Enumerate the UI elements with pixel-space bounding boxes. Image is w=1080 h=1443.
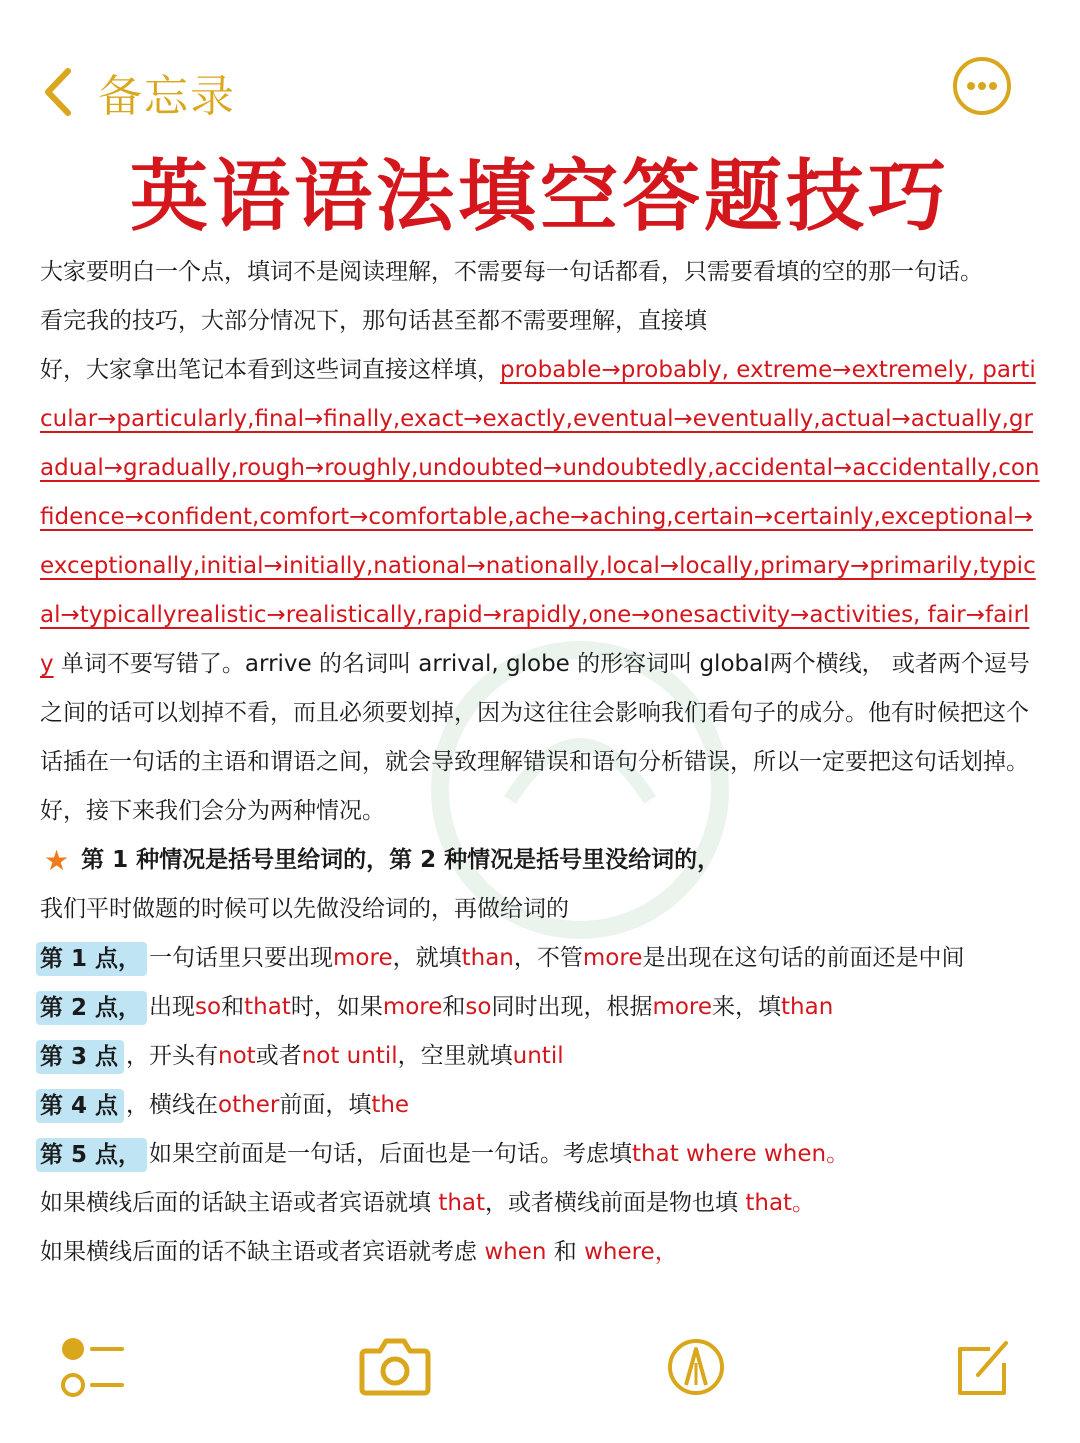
top-bar (0, 40, 1080, 140)
keyword: not (218, 1043, 256, 1069)
star-heading (40, 836, 1042, 885)
tail-text: 和 (546, 1239, 585, 1265)
point-badge: 第 3 点 (36, 1040, 124, 1074)
word-transformations: probable→probably, extreme→extremely, particular→particularly,final→finally,exact→exactly,eventual→eventually,actual→actually,gradual→gradually,rough→roughly,undoubted→undoubtedly,accidental→accidentally,confidence→confident,comfort→comfortable,ache→aching,certain→certainly,exceptional→exceptionally,initial→initially,national→nationally,local→locally,primary→primarily,typical→typicallyrealistic→realistically,rapid→rapidly,one→onesactivity→activities, fair→fairly (40, 357, 1040, 677)
tail-text: ，或者横线前面是物也填 (485, 1190, 746, 1216)
point-text: 或者 (255, 1043, 302, 1069)
point-text: 同时出现，根据 (491, 994, 653, 1020)
point-4 (40, 1081, 1042, 1130)
chevron-left-icon (40, 67, 74, 117)
keyword: not until (301, 1043, 398, 1069)
star-heading-text: 第 1 种情况是括号里给词的，第 2 种情况是括号里没给词的， (81, 847, 721, 873)
keyword: until (512, 1043, 564, 1069)
point-text: 来，填 (712, 994, 782, 1020)
intro-paragraph (40, 346, 1042, 787)
keyword: the (371, 1092, 410, 1118)
tail-line-1 (40, 1179, 1042, 1228)
keyword: so (195, 994, 222, 1020)
point-text: ，横线在 (126, 1092, 219, 1118)
point-text: 时，如果 (290, 994, 383, 1020)
point-text: 出现 (149, 994, 196, 1020)
point-text: ，就填 (392, 945, 462, 971)
intro-line-2: 看完我的技巧，大部分情况下，那句话甚至都不需要理解，直接填 (40, 308, 707, 334)
back-label: 备忘录 (98, 71, 236, 122)
keyword: that。 (745, 1190, 816, 1216)
star-icon: ★ (44, 844, 70, 877)
bottom-toolbar (0, 1335, 1080, 1415)
star-follow-text: 我们平时做题的时候可以先做没给词的，再做给词的 (40, 896, 569, 922)
page-title: 英语语法填空答题技巧 (129, 152, 950, 242)
intro-after-words: 单词不要写错了。arrive 的名词叫 arrival, globe 的形容词叫 global两个横线， 或者两个逗号之间的话可以划掉不看，而且必须要划掉，因为这往往会影响我们看句子的成分。他有时候把这个话插在一句话的主语和谓语之间，就会导致理解错误和语句分析错误，所以一定要把这句话划掉。 (40, 651, 1030, 775)
point-3 (40, 1032, 1042, 1081)
point-badge: 第 5 点， (36, 1138, 147, 1172)
point-text: 和 (442, 994, 466, 1020)
back-button[interactable] (40, 60, 236, 124)
point-text: 前面，填 (279, 1092, 372, 1118)
point-text: ，开头有 (126, 1043, 219, 1069)
more-icon[interactable] (952, 56, 1012, 116)
point-badge: 第 2 点， (36, 991, 147, 1025)
keyword: more (652, 994, 713, 1020)
point-text: 是出现在这句话的前面还是中间 (642, 945, 965, 971)
point-2 (40, 983, 1042, 1032)
checklist-icon[interactable] (60, 1335, 124, 1399)
tail-text: 如果横线后面的话缺主语或者宾语就填 (40, 1190, 439, 1216)
keyword: more (382, 994, 443, 1020)
pen-icon[interactable] (666, 1335, 726, 1399)
point-text: 和 (221, 994, 245, 1020)
keyword: more (582, 945, 643, 971)
keyword: that (244, 994, 291, 1020)
intro-line-1: 大家要明白一个点，填词不是阅读理解，不需要每一句话都看，只需要看填的空的那一句话。 (40, 259, 983, 285)
keyword: other (218, 1092, 280, 1118)
tail-line-2 (40, 1228, 1042, 1277)
keyword: that (438, 1190, 486, 1216)
keyword: than (781, 994, 834, 1020)
point-5 (40, 1130, 1042, 1179)
keyword: more (333, 945, 393, 971)
point-badge: 第 1 点， (36, 942, 147, 976)
intro-line-3-prefix: 好，大家拿出笔记本看到这些词直接这样填， (40, 357, 500, 383)
point-text: ，空里就填 (397, 1043, 513, 1069)
keyword: when (484, 1239, 547, 1265)
intro-next-line: 好，接下来我们会分为两种情况。 (40, 798, 385, 824)
camera-icon[interactable] (358, 1335, 432, 1399)
keyword: that where when。 (632, 1141, 850, 1167)
note-body (40, 248, 1042, 1277)
keyword: where， (584, 1239, 678, 1265)
point-text: 如果空前面是一句话，后面也是一句话。考虑填 (149, 1141, 633, 1167)
compose-icon[interactable] (954, 1335, 1014, 1399)
point-badge: 第 4 点 (36, 1089, 124, 1123)
tail-text: 如果横线后面的话不缺主语或者宾语就考虑 (40, 1239, 485, 1265)
point-text: ，不管 (513, 945, 583, 971)
point-1 (40, 934, 1042, 983)
point-text: 一句话里只要出现 (149, 945, 334, 971)
keyword: so (465, 994, 492, 1020)
keyword: than (461, 945, 514, 971)
